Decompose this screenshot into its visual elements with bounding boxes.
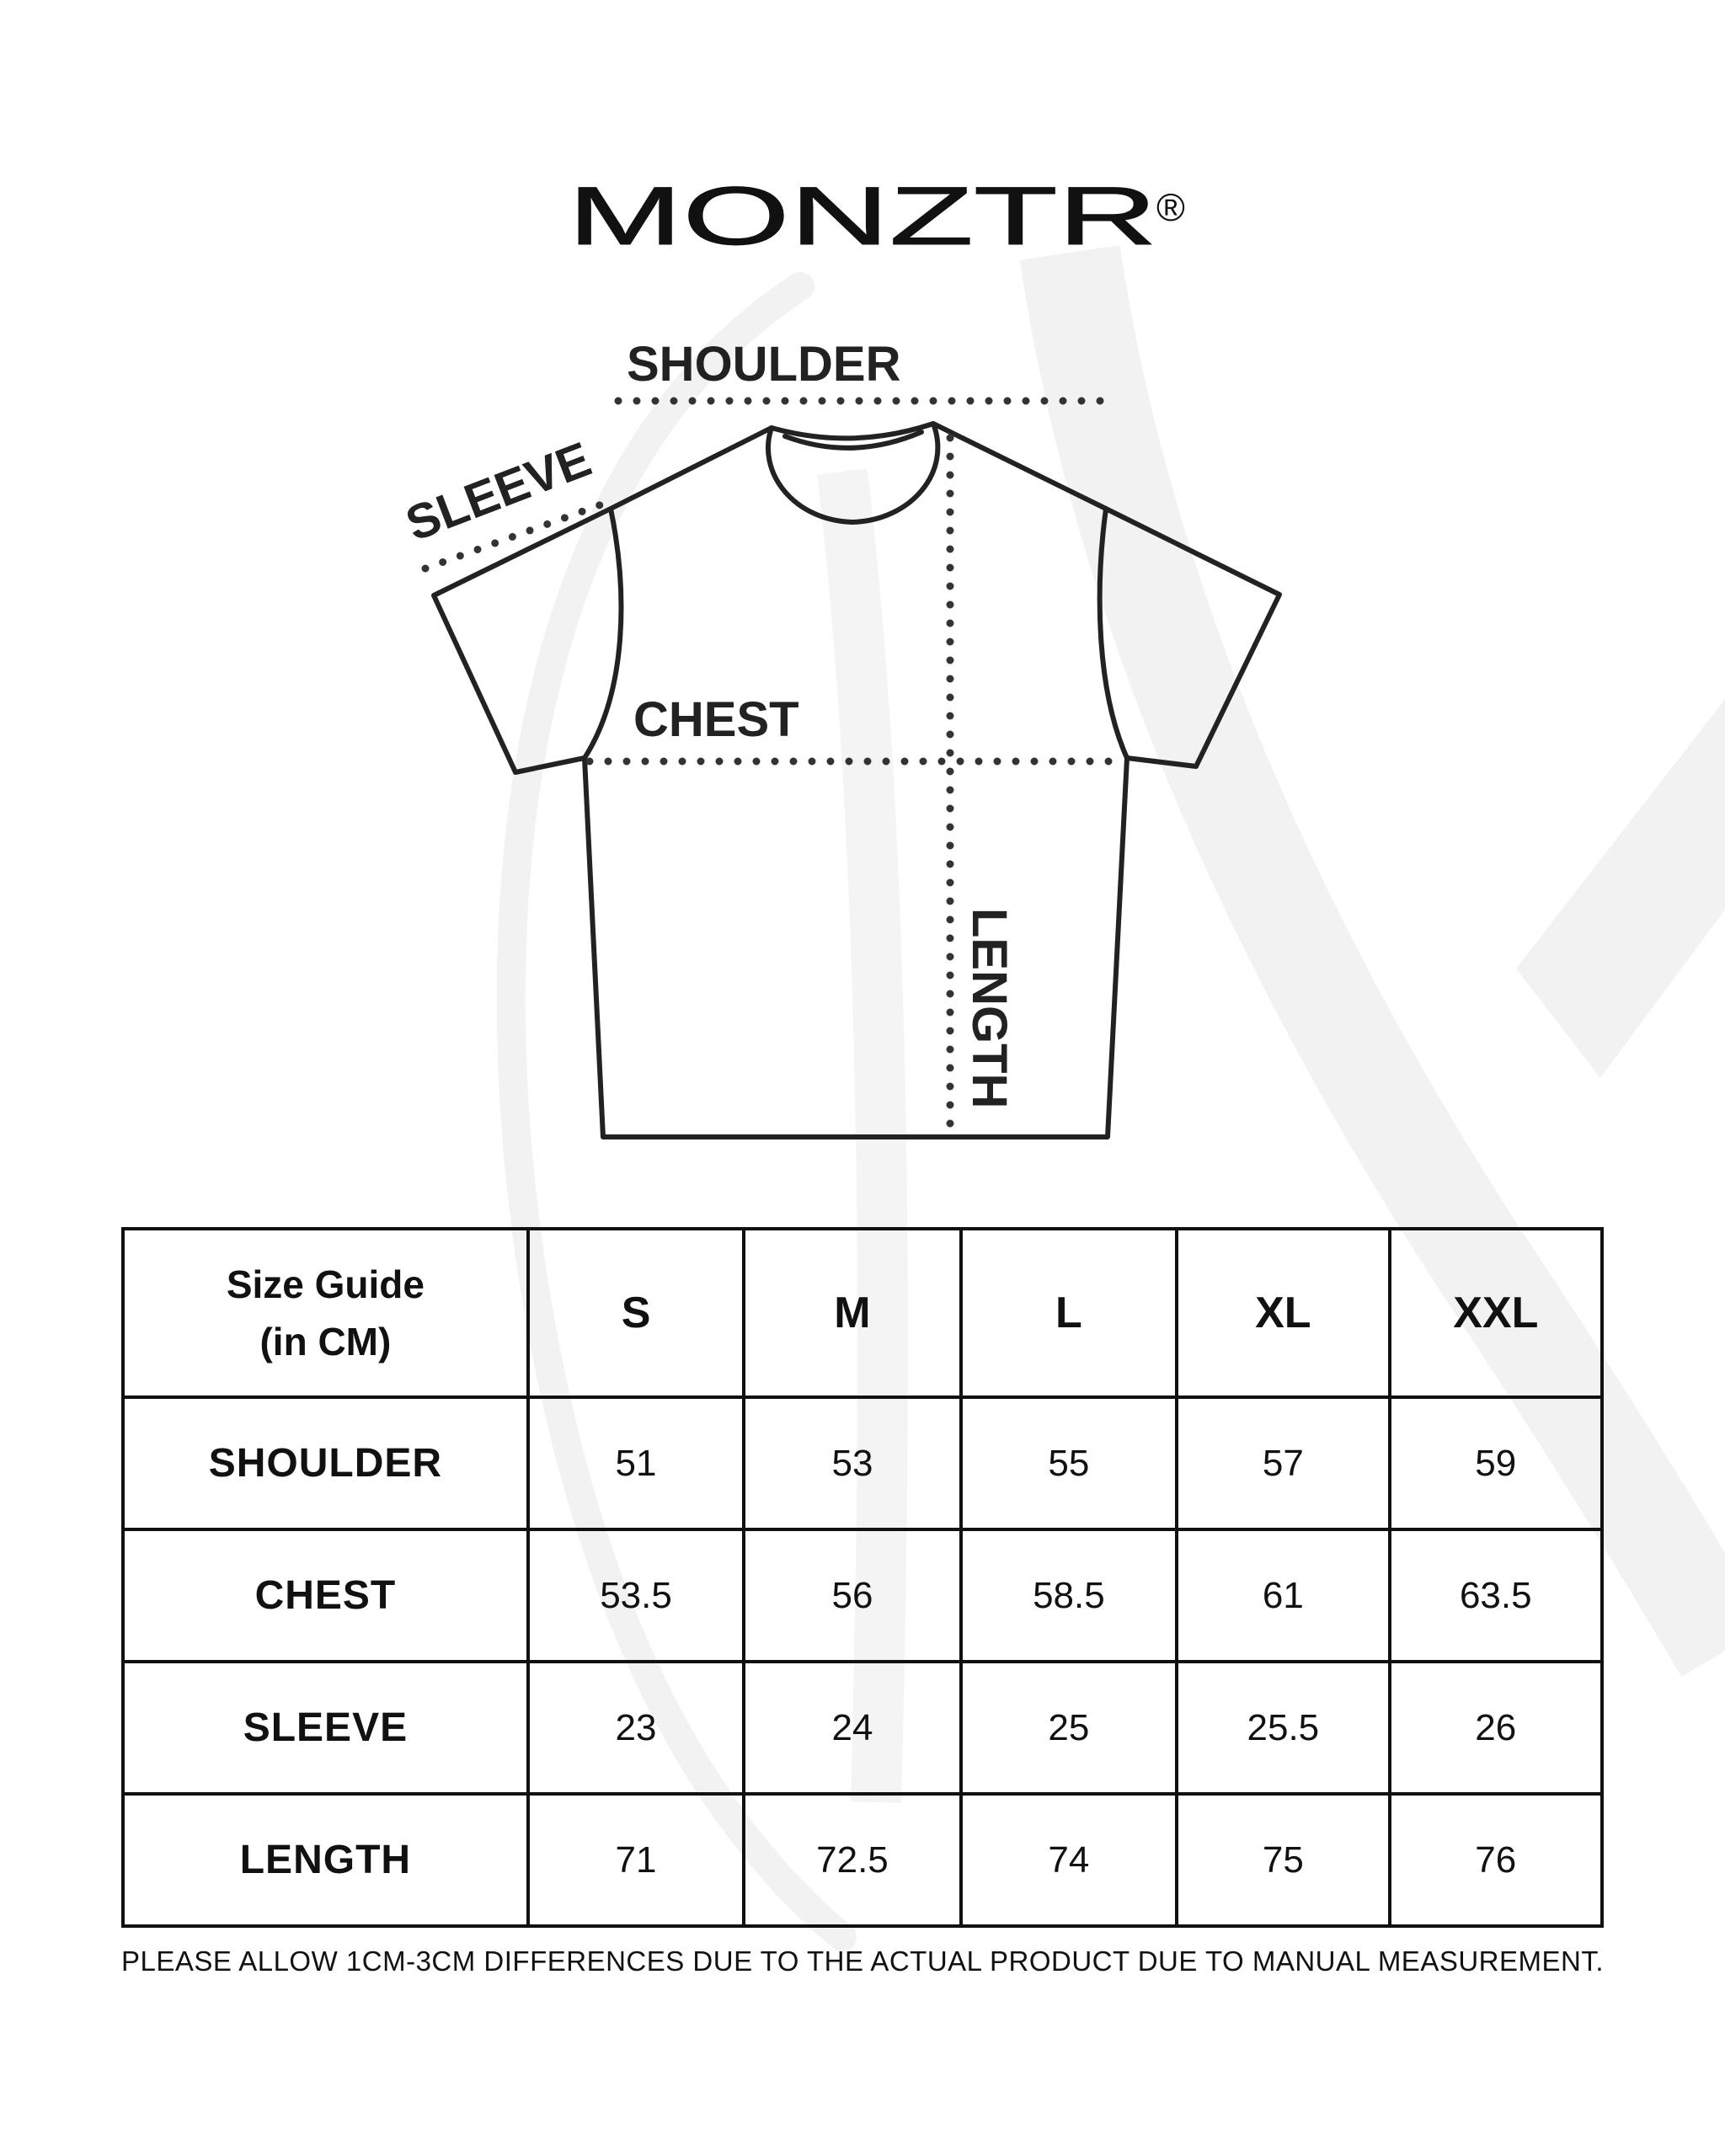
length-label: LENGTH bbox=[962, 908, 1017, 1109]
table-cell: 59 bbox=[1390, 1397, 1602, 1529]
table-header-row bbox=[123, 1229, 1602, 1397]
table-cell: 57 bbox=[1177, 1397, 1389, 1529]
registered-mark: ® bbox=[1156, 185, 1185, 229]
size-head-xxl: XXL bbox=[1390, 1229, 1602, 1397]
table-row-length bbox=[123, 1794, 1602, 1926]
table-cell: 25.5 bbox=[1177, 1662, 1389, 1794]
left-armhole-seam bbox=[585, 509, 621, 758]
table-cell: 61 bbox=[1177, 1529, 1389, 1662]
table-cell: 24 bbox=[744, 1662, 960, 1794]
table-cell: 75 bbox=[1177, 1794, 1389, 1926]
right-armhole-seam bbox=[1100, 509, 1127, 758]
row-label-length: LENGTH bbox=[123, 1794, 528, 1926]
table-cell: 63.5 bbox=[1390, 1529, 1602, 1662]
table-cell: 72.5 bbox=[744, 1794, 960, 1926]
table-cell: 56 bbox=[744, 1529, 960, 1662]
sleeve-label: SLEEVE bbox=[398, 431, 599, 552]
size-guide-corner bbox=[123, 1229, 528, 1397]
table-cell: 58.5 bbox=[961, 1529, 1177, 1662]
table-row-sleeve bbox=[123, 1662, 1602, 1794]
shoulder-label: SHOULDER bbox=[627, 337, 901, 392]
measurement-disclaimer: PLEASE ALLOW 1CM-3CM DIFFERENCES DUE TO THE ACTUAL PRODUCT DUE TO MANUAL MEASUREMENT. bbox=[120, 1945, 1605, 1977]
table-cell: 74 bbox=[961, 1794, 1177, 1926]
size-head-xl: XL bbox=[1177, 1229, 1389, 1397]
row-label-shoulder: SHOULDER bbox=[123, 1397, 528, 1529]
size-head-m: M bbox=[744, 1229, 960, 1397]
table-cell: 23 bbox=[528, 1662, 744, 1794]
table-cell: 55 bbox=[961, 1397, 1177, 1529]
table-cell: 51 bbox=[528, 1397, 744, 1529]
table-row-chest bbox=[123, 1529, 1602, 1662]
table-row-shoulder bbox=[123, 1397, 1602, 1529]
corner-unit: (in CM) bbox=[259, 1320, 392, 1364]
corner-title: Size Guide bbox=[226, 1262, 425, 1306]
table-cell: 71 bbox=[528, 1794, 744, 1926]
row-label-sleeve: SLEEVE bbox=[123, 1662, 528, 1794]
brand-name: MONZTR bbox=[568, 169, 1157, 262]
row-label-chest: CHEST bbox=[123, 1529, 528, 1662]
tshirt-outline bbox=[434, 424, 1279, 1137]
size-head-l: L bbox=[961, 1229, 1177, 1397]
size-guide-table bbox=[121, 1227, 1604, 1928]
table-cell: 53 bbox=[744, 1397, 960, 1529]
table-cell: 53.5 bbox=[528, 1529, 744, 1662]
table-cell: 76 bbox=[1390, 1794, 1602, 1926]
table-cell: 25 bbox=[961, 1662, 1177, 1794]
chest-label: CHEST bbox=[633, 692, 799, 747]
size-head-s: S bbox=[528, 1229, 744, 1397]
table-cell: 26 bbox=[1390, 1662, 1602, 1794]
